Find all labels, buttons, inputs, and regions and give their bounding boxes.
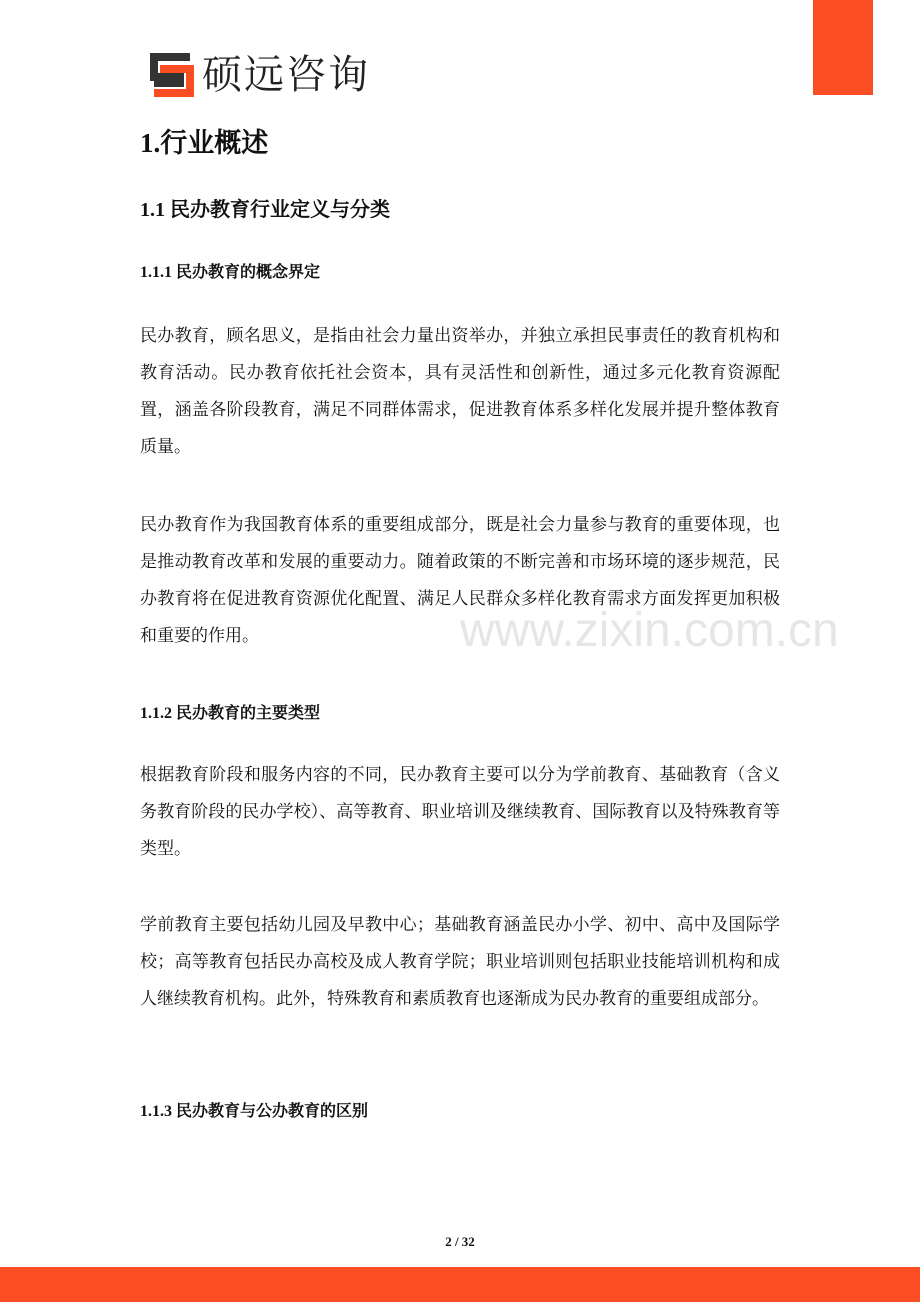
brand-logo <box>150 50 370 100</box>
paragraph: 根据教育阶段和服务内容的不同，民办教育主要可以分为学前教育、基础教育（含义务教育阶段的民办学校）、高等教育、职业培训及继续教育、国际教育以及特殊教育等类型。 <box>140 765 780 859</box>
s-mark-icon <box>150 53 194 97</box>
corner-accent-tab <box>813 0 873 95</box>
heading-private-vs-public: 1.1.3 民办教育与公办教育的区别 <box>140 1103 369 1120</box>
heading-definition-classification: 1.1 民办教育行业定义与分类 <box>140 199 390 221</box>
footer-accent-bar <box>0 1267 920 1302</box>
heading-industry-overview: 1.行业概述 <box>140 128 269 158</box>
paragraph: 民办教育作为我国教育体系的重要组成部分，既是社会力量参与教育的重要体现，也是推动教育改革和发展的重要动力。随着政策的不断完善和市场环境的逐步规范，民办教育将在促进教育资源优化配置、满足人民群众多样化教育需求方面发挥更加积极和重要的作用。 <box>140 515 780 646</box>
logo-text: 硕远咨询 <box>202 52 370 98</box>
watermark: www.zixin.com.cn <box>460 604 839 657</box>
paragraph: 民办教育，顾名思义，是指由社会力量出资举办，并独立承担民事责任的教育机构和教育活动。民办教育依托社会资本，具有灵活性和创新性，通过多元化教育资源配置，涵盖各阶段教育，满足不同群体需求，促进教育体系多样化发展并提升整体教育质量。 <box>140 326 780 457</box>
page-number: 2 / 32 <box>445 1234 475 1249</box>
heading-main-types: 1.1.2 民办教育的主要类型 <box>140 705 321 722</box>
paragraph: 学前教育主要包括幼儿园及早教中心；基础教育涵盖民办小学、初中、高中及国际学校；高等教育包括民办高校及成人教育学院；职业培训则包括职业技能培训机构和成人继续教育机构。此外，特殊教育和素质教育也逐渐成为民办教育的重要组成部分。 <box>140 915 780 1009</box>
heading-concept: 1.1.1 民办教育的概念界定 <box>140 264 321 281</box>
